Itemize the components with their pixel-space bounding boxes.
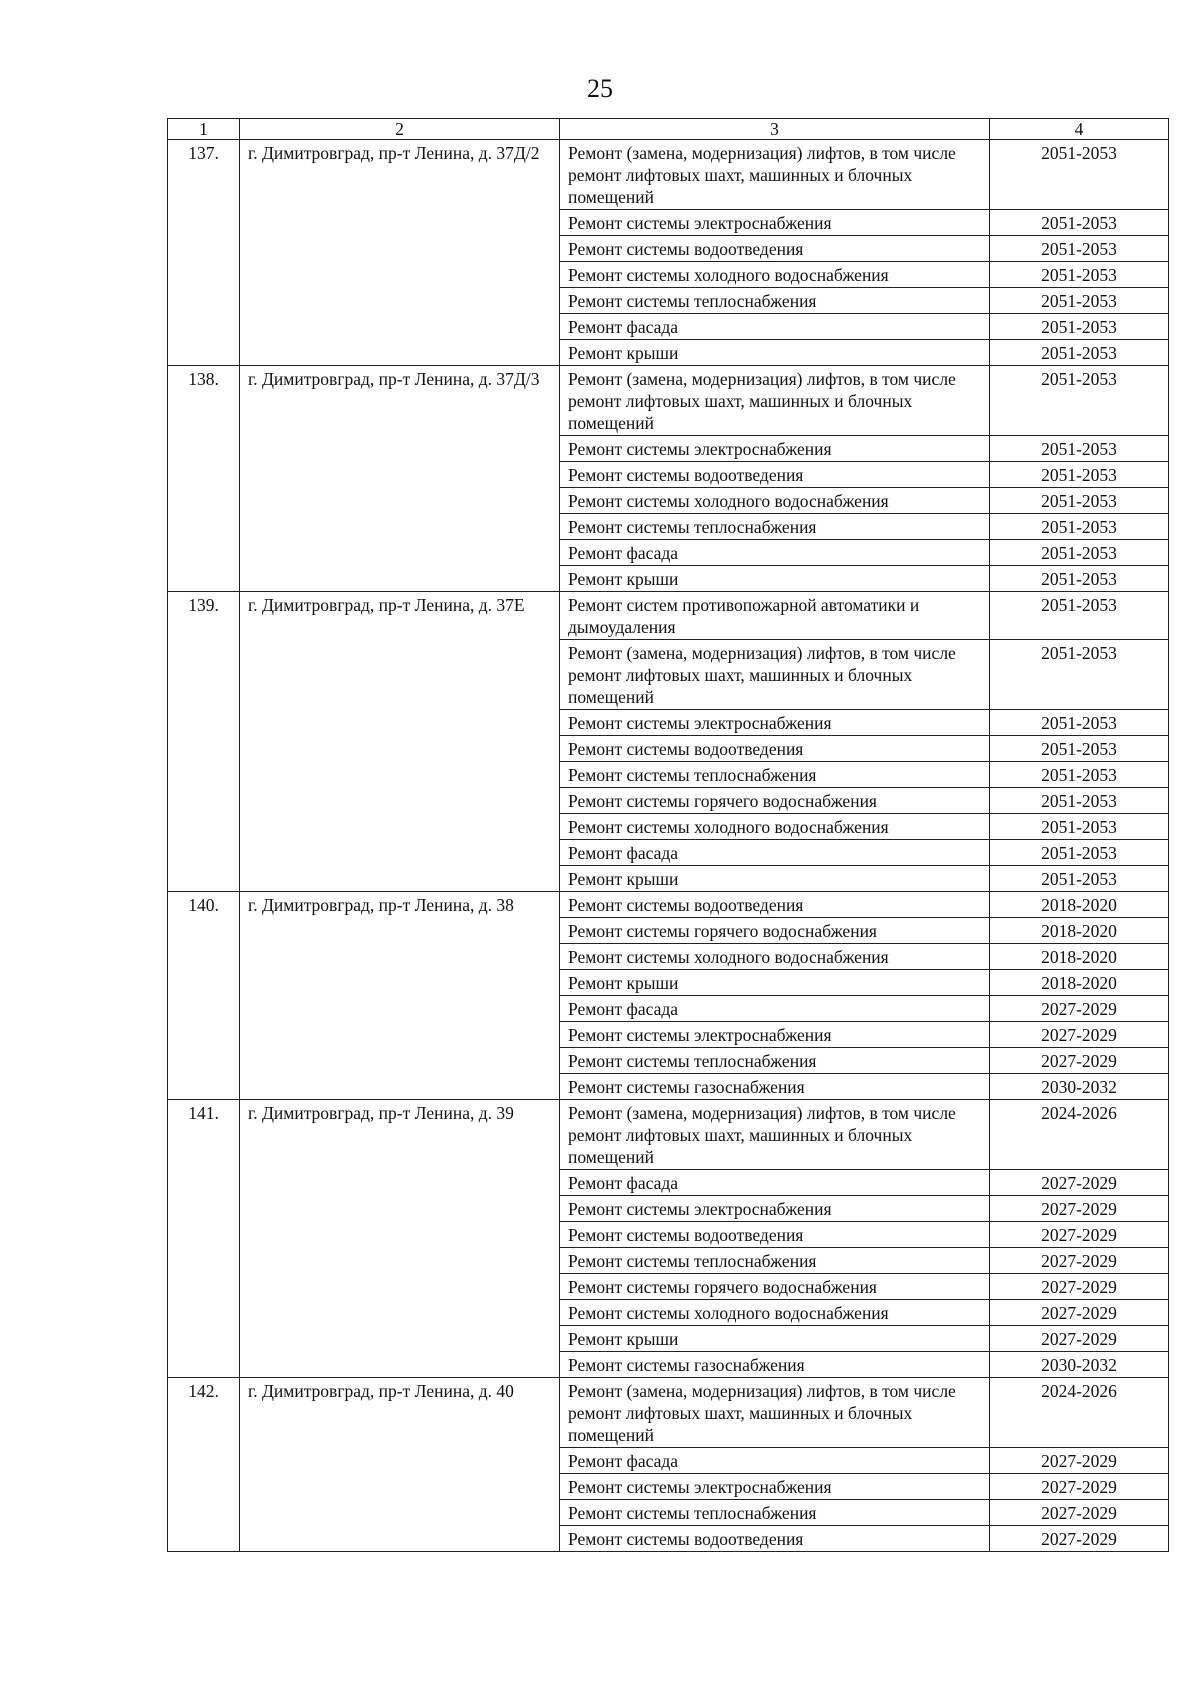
- repair-work: Ремонт системы водоотведения: [560, 1526, 990, 1552]
- column-header: 1: [168, 119, 240, 140]
- repair-work: Ремонт (замена, модернизация) лифтов, в том числе ремонт лифтовых шахт, машинных и блочных помещений: [560, 366, 990, 436]
- repair-period: 2051-2053: [990, 262, 1169, 288]
- repair-work: Ремонт системы горячего водоснабжения: [560, 918, 990, 944]
- repair-period: 2051-2053: [990, 840, 1169, 866]
- repair-period: 2051-2053: [990, 488, 1169, 514]
- repair-period: 2027-2029: [990, 996, 1169, 1022]
- table-row: [168, 592, 1169, 640]
- repair-period: 2051-2053: [990, 236, 1169, 262]
- repair-period: 2051-2053: [990, 514, 1169, 540]
- repair-work: Ремонт фасада: [560, 996, 990, 1022]
- table-row: [168, 366, 1169, 436]
- repair-work: Ремонт системы теплоснабжения: [560, 514, 990, 540]
- repair-work: Ремонт (замена, модернизация) лифтов, в том числе ремонт лифтовых шахт, машинных и блочных помещений: [560, 640, 990, 710]
- repair-period: 2018-2020: [990, 918, 1169, 944]
- repair-period: 2027-2029: [990, 1300, 1169, 1326]
- repair-period: 2051-2053: [990, 340, 1169, 366]
- repair-work: Ремонт системы горячего водоснабжения: [560, 1274, 990, 1300]
- repair-work: Ремонт крыши: [560, 340, 990, 366]
- repair-period: 2051-2053: [990, 640, 1169, 710]
- repair-period: 2027-2029: [990, 1222, 1169, 1248]
- repair-period: 2027-2029: [990, 1248, 1169, 1274]
- repair-work: Ремонт системы электроснабжения: [560, 210, 990, 236]
- repair-period: 2051-2053: [990, 592, 1169, 640]
- column-number-row: [168, 119, 1169, 140]
- repair-work: Ремонт системы теплоснабжения: [560, 288, 990, 314]
- record-number: 142.: [168, 1378, 240, 1552]
- repair-period: 2027-2029: [990, 1448, 1169, 1474]
- building-address: г. Димитровград, пр-т Ленина, д. 38: [240, 892, 560, 1100]
- table-row: [168, 1378, 1169, 1448]
- repair-period: 2051-2053: [990, 814, 1169, 840]
- repair-period: 2018-2020: [990, 892, 1169, 918]
- repair-period: 2051-2053: [990, 314, 1169, 340]
- building-address: г. Димитровград, пр-т Ленина, д. 39: [240, 1100, 560, 1378]
- repair-period: 2027-2029: [990, 1170, 1169, 1196]
- repair-period: 2051-2053: [990, 436, 1169, 462]
- repair-period: 2024-2026: [990, 1100, 1169, 1170]
- record-number: 141.: [168, 1100, 240, 1378]
- repair-period: 2027-2029: [990, 1500, 1169, 1526]
- record-number: 139.: [168, 592, 240, 892]
- table-row: [168, 892, 1169, 918]
- repair-period: 2027-2029: [990, 1196, 1169, 1222]
- repair-work: Ремонт фасада: [560, 314, 990, 340]
- repair-period: 2051-2053: [990, 762, 1169, 788]
- record-number: 140.: [168, 892, 240, 1100]
- repair-work: Ремонт системы электроснабжения: [560, 1474, 990, 1500]
- repair-period: 2051-2053: [990, 866, 1169, 892]
- repair-period: 2027-2029: [990, 1326, 1169, 1352]
- repair-work: Ремонт системы теплоснабжения: [560, 762, 990, 788]
- repair-work: Ремонт системы газоснабжения: [560, 1352, 990, 1378]
- repair-work: Ремонт системы водоотведения: [560, 236, 990, 262]
- repair-period: 2051-2053: [990, 462, 1169, 488]
- repair-work: Ремонт системы теплоснабжения: [560, 1500, 990, 1526]
- repair-work: Ремонт крыши: [560, 566, 990, 592]
- repair-period: 2030-2032: [990, 1074, 1169, 1100]
- repair-period: 2027-2029: [990, 1274, 1169, 1300]
- record-number: 137.: [168, 140, 240, 366]
- building-address: г. Димитровград, пр-т Ленина, д. 37Д/3: [240, 366, 560, 592]
- repair-work: Ремонт системы холодного водоснабжения: [560, 814, 990, 840]
- column-header: 3: [560, 119, 990, 140]
- repair-work: Ремонт (замена, модернизация) лифтов, в том числе ремонт лифтовых шахт, машинных и блочных помещений: [560, 1100, 990, 1170]
- repair-work: Ремонт системы холодного водоснабжения: [560, 1300, 990, 1326]
- repair-period: 2051-2053: [990, 210, 1169, 236]
- repair-work: Ремонт системы водоотведения: [560, 462, 990, 488]
- repair-period: 2051-2053: [990, 140, 1169, 210]
- repair-work: Ремонт крыши: [560, 970, 990, 996]
- repair-work: Ремонт системы электроснабжения: [560, 436, 990, 462]
- column-header: 2: [240, 119, 560, 140]
- repair-work: Ремонт системы электроснабжения: [560, 1022, 990, 1048]
- building-address: г. Димитровград, пр-т Ленина, д. 40: [240, 1378, 560, 1552]
- repair-work: Ремонт фасада: [560, 540, 990, 566]
- repair-period: 2051-2053: [990, 736, 1169, 762]
- repair-work: Ремонт фасада: [560, 840, 990, 866]
- repair-work: Ремонт фасада: [560, 1448, 990, 1474]
- repair-work: Ремонт системы водоотведения: [560, 736, 990, 762]
- repair-period: 2027-2029: [990, 1474, 1169, 1500]
- building-address: г. Димитровград, пр-т Ленина, д. 37Д/2: [240, 140, 560, 366]
- repair-period: 2051-2053: [990, 366, 1169, 436]
- repair-work: Ремонт системы водоотведения: [560, 1222, 990, 1248]
- repair-period: 2030-2032: [990, 1352, 1169, 1378]
- repair-work: Ремонт крыши: [560, 866, 990, 892]
- repair-period: 2051-2053: [990, 788, 1169, 814]
- repair-work: Ремонт системы холодного водоснабжения: [560, 944, 990, 970]
- repair-period: 2051-2053: [990, 710, 1169, 736]
- repair-work: Ремонт системы холодного водоснабжения: [560, 488, 990, 514]
- repair-work: Ремонт системы электроснабжения: [560, 710, 990, 736]
- repair-work: Ремонт крыши: [560, 1326, 990, 1352]
- building-address: г. Димитровград, пр-т Ленина, д. 37Е: [240, 592, 560, 892]
- repair-period: 2024-2026: [990, 1378, 1169, 1448]
- repair-work: Ремонт системы теплоснабжения: [560, 1048, 990, 1074]
- repair-work: Ремонт (замена, модернизация) лифтов, в том числе ремонт лифтовых шахт, машинных и блочных помещений: [560, 140, 990, 210]
- repair-period: 2027-2029: [990, 1048, 1169, 1074]
- repair-period: 2027-2029: [990, 1022, 1169, 1048]
- repair-work: Ремонт (замена, модернизация) лифтов, в том числе ремонт лифтовых шахт, машинных и блочных помещений: [560, 1378, 990, 1448]
- repair-period: 2027-2029: [990, 1526, 1169, 1552]
- table-body: [168, 119, 1169, 1552]
- repair-work: Ремонт системы холодного водоснабжения: [560, 262, 990, 288]
- repair-period: 2018-2020: [990, 970, 1169, 996]
- repair-period: 2051-2053: [990, 540, 1169, 566]
- repair-period: 2051-2053: [990, 566, 1169, 592]
- repair-work: Ремонт систем противопожарной автоматики и дымоудаления: [560, 592, 990, 640]
- repair-work: Ремонт системы газоснабжения: [560, 1074, 990, 1100]
- repair-schedule-table: [167, 118, 1169, 1552]
- column-header: 4: [990, 119, 1169, 140]
- table-row: [168, 1100, 1169, 1170]
- repair-period: 2051-2053: [990, 288, 1169, 314]
- repair-work: Ремонт системы теплоснабжения: [560, 1248, 990, 1274]
- repair-work: Ремонт системы водоотведения: [560, 892, 990, 918]
- record-number: 138.: [168, 366, 240, 592]
- table-row: [168, 140, 1169, 210]
- repair-work: Ремонт системы электроснабжения: [560, 1196, 990, 1222]
- page-number: 25: [587, 74, 613, 103]
- repair-period: 2018-2020: [990, 944, 1169, 970]
- repair-work: Ремонт фасада: [560, 1170, 990, 1196]
- repair-work: Ремонт системы горячего водоснабжения: [560, 788, 990, 814]
